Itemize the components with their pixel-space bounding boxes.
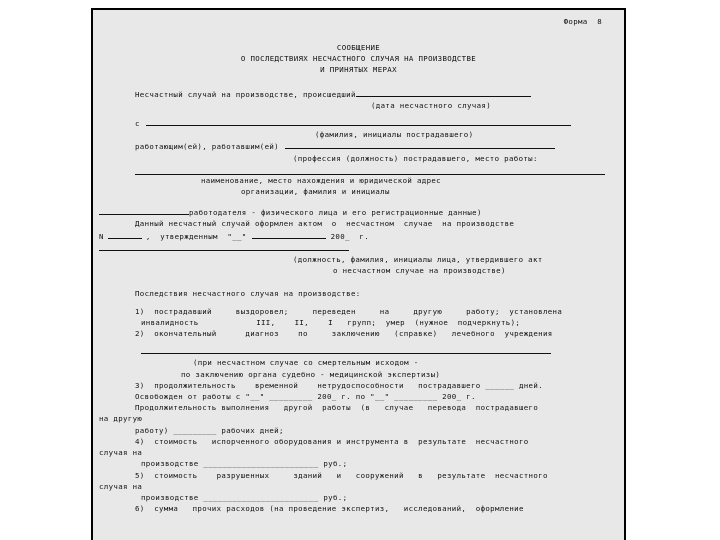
field-approver-blank[interactable] [99,242,349,251]
item-4-line-3: производстве ________________________ руб.; [141,459,348,469]
hint-accident-date: (дата несчастного случая) [371,100,491,110]
item-2-line-1: 2) окончательный диагноз по заключению (справке) лечебного учреждения [135,329,553,339]
field-employment-label: работающим(ей), работавшим(ей) [135,142,279,152]
act-number-row [93,230,624,242]
field-victim-name-label: с [135,119,140,129]
hint-employer: работодателя - физического лица и его регистрационные данные) [189,208,482,218]
item-3-line-5: работу) _________ рабочих дней; [135,425,284,435]
hint-approver-act: о несчастном случае на производстве) [333,266,506,276]
act-approved-label: , утвержденным "__" [145,231,247,241]
item-5-line-1: 5) стоимость разрушенных зданий и сооружений в результате несчастного [135,470,548,480]
item-3-line-2: Освобожден от работы с "__" _________ 200_ г. по "__" _________ 200_ г. [135,392,476,402]
hint-approver-position: (должность, фамилия, инициалы лица, утвердившего акт [293,255,543,265]
act-statement: Данный несчастный случай оформлен актом о несчастном случае на производстве [135,219,515,229]
act-date-blank[interactable] [252,230,326,239]
consequences-heading: Последствия несчастного случая на производстве: [135,289,361,299]
field-approver-row [93,242,624,254]
spacer [93,164,624,173]
title-line-2: О ПОСЛЕДСТВИЯХ НЕСЧАСТНОГО СЛУЧАЯ НА ПРОИЗВОДСТВЕ [240,54,477,64]
item-6-line-1: 6) сумма прочих расходов (на проведение экспертиз, исследований, оформление [135,504,524,514]
form-number: Форма 8 [563,17,602,26]
hint-fatal-outcome-2: по заключению органа судебно - медицинской экспертизы) [181,369,441,379]
hint-victim-name: (фамилия, инициалы пострадавшего) [315,130,474,140]
field-employer-row [93,206,624,218]
act-number-label: N [99,231,104,241]
item-3-line-4: на другую [99,414,143,424]
field-employer-blank[interactable] [99,206,189,215]
title-line-1: СООБЩЕНИЕ [336,43,381,52]
act-number-blank[interactable] [108,230,142,239]
field-victim-name-row [93,117,624,129]
document-title-block [93,42,624,76]
item-5-line-2: случая на [99,481,143,491]
hint-fatal-outcome-1: (при несчастном случае со смертельным исходом - [193,358,419,368]
hint-organization-address: наименование, место нахождения и юридической адрес [201,175,441,185]
field-accident-date-label: Несчастный случай на производстве, происшедший [135,89,356,99]
field-accident-date-row [93,88,624,100]
document-page [91,8,626,540]
item-4-line-2: случая на [99,448,143,458]
field-victim-name-blank[interactable] [146,117,571,126]
hint-profession: (профессия (должность) пострадавшего, место работы: [293,153,538,163]
item-3-line-1: 3) продолжительность временной нетрудоспособности пострадавшего ______ дней. [135,380,543,390]
item-1-line-1: 1) пострадавший выздоровел; переведен на другую работу; установлена [135,306,563,316]
spacer [93,197,624,206]
item-4-line-1: 4) стоимость испорченного оборудования и инструмента в результате несчастного [135,436,529,446]
item-2-diagnosis-row [93,345,624,357]
item-5-line-3: производстве ________________________ руб.; [141,492,348,502]
field-employment-blank[interactable] [285,140,555,149]
field-accident-date-blank[interactable] [356,88,531,97]
spacer [93,76,624,88]
item-2-diagnosis-blank[interactable] [141,345,551,354]
title-line-3: И ПРИНЯТЫХ МЕРАХ [320,65,397,75]
document-body [93,40,624,514]
act-year-label: 200_ г. [330,231,370,241]
hint-organization-name: организации, фамилия и инициалы [241,187,390,197]
spacer [93,276,624,288]
item-3-line-3: Продолжительность выполнения другой работы (в случае перевода пострадавшего [135,403,539,413]
field-employment-row [93,140,624,152]
item-1-line-2: инвалидность III, II, I групп; умер (нужное подчеркнуть); [141,317,521,327]
